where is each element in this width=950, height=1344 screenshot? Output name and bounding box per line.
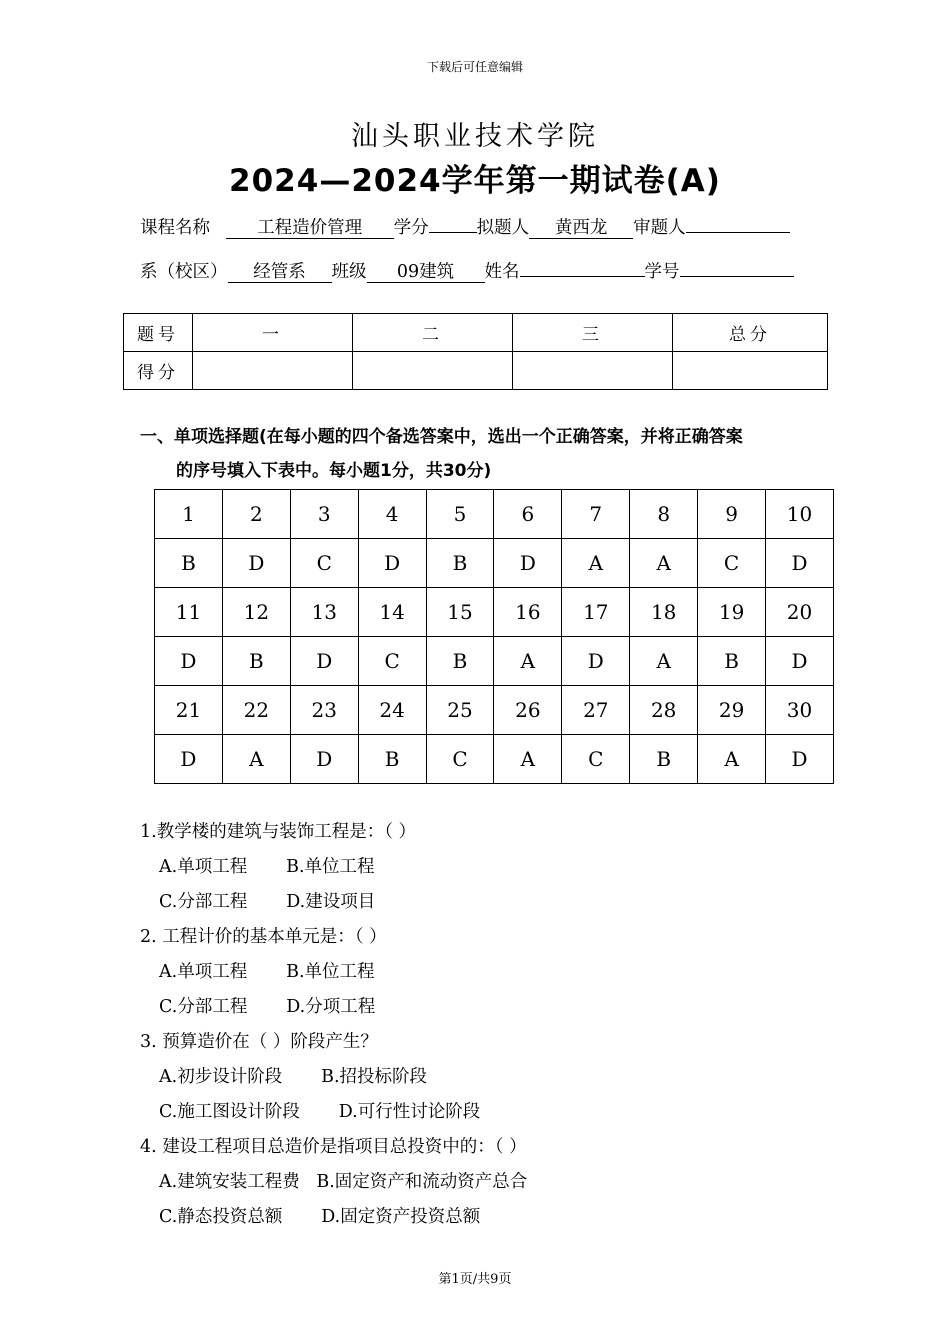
answer-cell: B	[426, 539, 494, 588]
answer-key-row	[155, 735, 834, 784]
answer-cell: 22	[222, 686, 290, 735]
question-1-options-1: A.单项工程 B.单位工程	[159, 857, 375, 877]
answer-cell: 25	[426, 686, 494, 735]
reviewer-label: 审题人	[633, 218, 686, 238]
answer-cell: A	[630, 539, 698, 588]
score-cell: 一	[193, 314, 353, 352]
class-label: 班级	[331, 262, 367, 282]
score-cell	[353, 352, 513, 390]
answer-cell: D	[290, 735, 358, 784]
answer-cell: D	[358, 539, 426, 588]
reviewer-value	[686, 232, 790, 233]
question-list	[140, 815, 527, 1235]
answer-cell: 27	[562, 686, 630, 735]
answer-cell: D	[562, 637, 630, 686]
question-4-options-1: A.建筑安装工程费 B.固定资产和流动资产总合	[159, 1172, 528, 1192]
question-3-options-2: C.施工图设计阶段 D.可行性讨论阶段	[159, 1102, 481, 1122]
answer-cell: C	[698, 539, 766, 588]
answer-cell: 21	[155, 686, 223, 735]
answer-cell: 1	[155, 490, 223, 539]
score-cell	[513, 352, 673, 390]
answer-cell: D	[766, 539, 834, 588]
answer-cell: A	[562, 539, 630, 588]
answer-cell: 12	[222, 588, 290, 637]
question-1-stem: 1.教学楼的建筑与装饰工程是：（ ）	[140, 822, 417, 842]
dept-value: 经管系	[228, 262, 332, 283]
answer-cell: D	[222, 539, 290, 588]
answer-cell: C	[290, 539, 358, 588]
answer-cell: 28	[630, 686, 698, 735]
answer-cell: 29	[698, 686, 766, 735]
student-id-value	[680, 276, 794, 277]
class-value: 09建筑	[367, 262, 485, 283]
answer-cell: 18	[630, 588, 698, 637]
answer-cell: D	[766, 637, 834, 686]
question-1-options-2: C.分部工程 D.建设项目	[159, 892, 376, 912]
answer-cell: 8	[630, 490, 698, 539]
score-table	[123, 313, 828, 390]
credit-label: 学分	[393, 218, 429, 238]
answer-cell: 20	[766, 588, 834, 637]
section1-heading-line2: 的序号填入下表中。每小题1分，共30分)	[176, 461, 492, 481]
answer-cell: 5	[426, 490, 494, 539]
answer-cell: D	[155, 637, 223, 686]
class-info-line	[140, 258, 794, 283]
answer-number-row	[155, 490, 834, 539]
setter-value: 黄西龙	[529, 218, 633, 239]
answer-cell: C	[426, 735, 494, 784]
answer-cell: 19	[698, 588, 766, 637]
answer-key-row	[155, 637, 834, 686]
answer-cell: 9	[698, 490, 766, 539]
student-id-label: 学号	[644, 262, 680, 282]
score-header-row	[124, 314, 828, 352]
answer-cell: 17	[562, 588, 630, 637]
score-value-row	[124, 352, 828, 390]
answer-cell: B	[155, 539, 223, 588]
course-value: 工程造价管理	[226, 218, 394, 239]
answer-cell: A	[222, 735, 290, 784]
answer-cell: 14	[358, 588, 426, 637]
section1-heading-line1: 一、单项选择题(在每小题的四个备选答案中，选出一个正确答案，并将正确答案	[140, 427, 743, 447]
question-4-stem: 4. 建设工程项目总造价是指项目总投资中的：（ ）	[140, 1137, 527, 1157]
credit-value	[429, 232, 477, 233]
answer-cell: B	[426, 637, 494, 686]
header-note: 下载后可任意编辑	[426, 60, 523, 74]
answer-cell: D	[766, 735, 834, 784]
question-2-stem: 2. 工程计价的基本单元是：（ ）	[140, 927, 387, 947]
course-info-line	[140, 214, 790, 239]
question-3-stem: 3. 预算造价在（ ）阶段产生？	[140, 1032, 378, 1052]
score-cell: 得分	[124, 352, 193, 390]
answer-cell: 11	[155, 588, 223, 637]
setter-label: 拟题人	[476, 218, 530, 238]
score-cell	[673, 352, 828, 390]
answer-cell: B	[698, 637, 766, 686]
answer-cell: 4	[358, 490, 426, 539]
answer-cell: A	[494, 735, 562, 784]
answer-cell: A	[698, 735, 766, 784]
score-cell: 总分	[673, 314, 828, 352]
answer-number-row	[155, 588, 834, 637]
course-label: 课程名称	[140, 218, 210, 238]
answer-cell: 26	[494, 686, 562, 735]
score-cell: 二	[353, 314, 513, 352]
answer-cell: 23	[290, 686, 358, 735]
answer-cell: B	[222, 637, 290, 686]
answer-cell: A	[630, 637, 698, 686]
question-2-options-2: C.分部工程 D.分项工程	[159, 997, 376, 1017]
answer-cell: C	[358, 637, 426, 686]
section1-heading	[140, 420, 840, 488]
answer-cell: 3	[290, 490, 358, 539]
page-footer: 第1页/共9页	[438, 1272, 512, 1287]
answer-cell: 15	[426, 588, 494, 637]
answer-cell: 13	[290, 588, 358, 637]
name-value	[520, 276, 645, 277]
answer-number-row	[155, 686, 834, 735]
question-3-options-1: A.初步设计阶段 B.招投标阶段	[159, 1067, 428, 1087]
answer-cell: 24	[358, 686, 426, 735]
name-label: 姓名	[484, 262, 520, 282]
answer-cell: 10	[766, 490, 834, 539]
answer-key-row	[155, 539, 834, 588]
answer-cell: D	[494, 539, 562, 588]
exam-title: 2024—2024学年第一期试卷(A)	[229, 163, 721, 199]
answer-cell: B	[358, 735, 426, 784]
answer-cell: 6	[494, 490, 562, 539]
answer-cell: 30	[766, 686, 834, 735]
question-2-options-1: A.单项工程 B.单位工程	[159, 962, 375, 982]
answer-cell: 16	[494, 588, 562, 637]
answer-cell: A	[494, 637, 562, 686]
answer-table	[154, 489, 834, 784]
dept-label: 系（校区）	[140, 262, 228, 282]
answer-cell: C	[562, 735, 630, 784]
score-cell: 题号	[124, 314, 193, 352]
answer-cell: 2	[222, 490, 290, 539]
answer-cell: 7	[562, 490, 630, 539]
score-cell: 三	[513, 314, 673, 352]
answer-cell: D	[155, 735, 223, 784]
question-4-options-2: C.静态投资总额 D.固定资产投资总额	[159, 1207, 481, 1227]
answer-cell: D	[290, 637, 358, 686]
answer-cell: B	[630, 735, 698, 784]
score-cell	[193, 352, 353, 390]
school-title: 汕头职业技术学院	[351, 121, 599, 152]
